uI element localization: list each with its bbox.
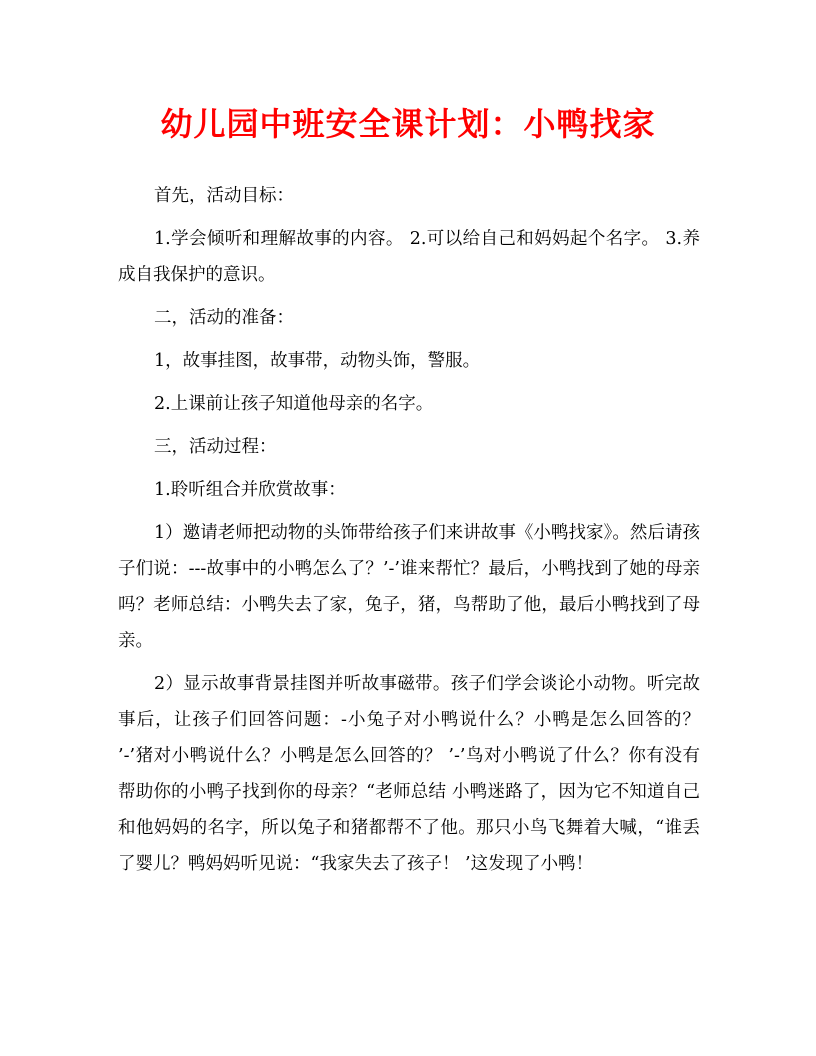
paragraph-process-1-1: 1）邀请老师把动物的头饰带给孩子们来讲故事《小鸭找家》。然后请孩子们说：---故事中的小鸭怎么了？’-’谁来帮忙？最后，小鸭找到了她的母亲吗？老师总结：小鸭失去了家，兔子，猪，鸟帮助了他，最后小鸭找到了母亲。	[118, 523, 700, 651]
paragraph-process-1: 1.聆听组合并欣赏故事：	[154, 480, 346, 500]
paragraph-goals: 1.学会倾听和理解故事的内容。 2.可以给自己和妈妈起个名字。 3.养成自我保护的意识。	[118, 229, 700, 285]
paragraph-prep-2: 2.上课前让孩子知道他母亲的名字。	[154, 394, 434, 414]
paragraph-process-1-2: 2）显示故事背景挂图并听故事磁带。孩子们学会谈论小动物。听完故事后，让孩子们回答问题：-小兔子对小鸭说什么？小鸭是怎么回答的？ ’-’猪对小鸭说什么？小鸭是怎么回答的？ ’-’鸟对小鸭说了什么？你有没有帮助你的小鸭子找到你的母亲？“老师总结 小鸭迷路了，因为它不知道自己和他妈妈的名字，所以兔子和猪都帮不了他。那只小鸟飞舞着大喊，“谁丢了婴儿？鸭妈妈听见说：“我家失去了孩子！ ’这发现了小鸭！	[118, 674, 700, 874]
document-title: 幼儿园中班安全课计划：小鸭找家	[160, 105, 656, 143]
paragraph-section-2-heading: 二，活动的准备：	[154, 308, 294, 328]
document-body	[118, 178, 700, 882]
paragraph-section-1-heading: 首先，活动目标：	[154, 186, 294, 206]
paragraph-section-3-heading: 三，活动过程：	[154, 437, 277, 457]
paragraph-prep-1: 1，故事挂图，故事带，动物头饰，警服。	[154, 351, 481, 371]
